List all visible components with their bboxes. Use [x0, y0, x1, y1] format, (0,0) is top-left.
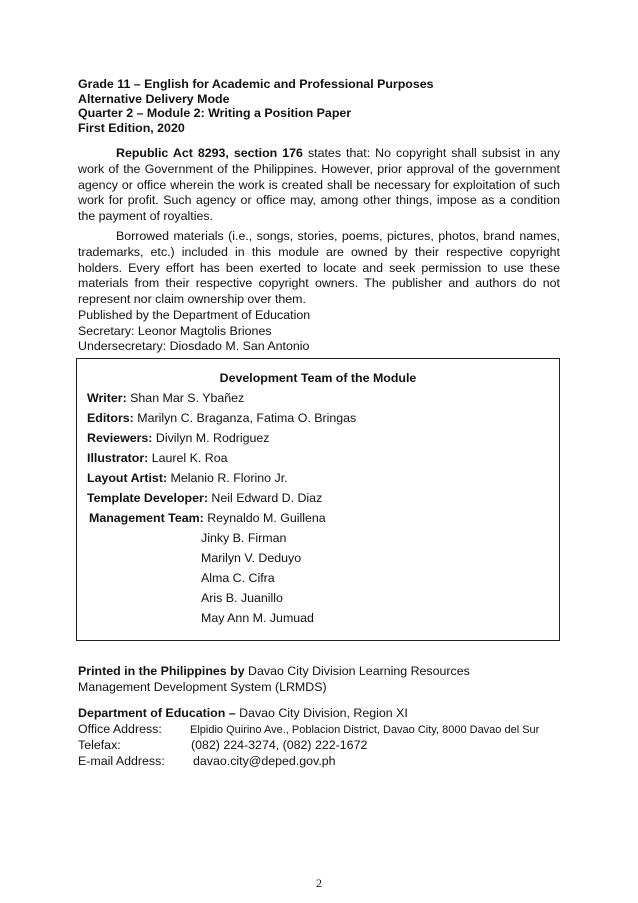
development-team-box	[76, 358, 560, 641]
management-member: May Ann M. Jumuad	[201, 611, 314, 625]
copyright-text: states that: No copyright shall subsist in any work of the Government of the Philippines. However, prior approval of the government agency or office wherein the work is created shall be necessary for exploitation of such work for profit. Such agency or office may, among other things, impose as a condition the payment of royalties.	[78, 146, 560, 224]
telefax-label: Telefax:	[78, 738, 121, 752]
title-block	[78, 77, 434, 135]
management-member: Jinky B. Firman	[201, 531, 287, 545]
published-by: Published by the Department of Education	[78, 308, 311, 322]
borrowed-materials-text: Borrowed materials (i.e., songs, stories, poems, pictures, photos, brand names, trademarks, etc.) included in this module are owned by their respective copyright holders. Every effort has been exerted to locate and seek permission to use these materials from their respective copyright owners. The publisher and authors do not represent nor claim ownership over them.	[78, 229, 560, 307]
deped-contact-block	[78, 705, 540, 769]
layout-artist-line: Layout Artist: Melanio R. Florino Jr.	[87, 471, 288, 485]
illustrator-line: Illustrator: Laurel K. Roa	[87, 451, 228, 465]
publisher-block	[78, 308, 310, 355]
borrowed-materials-paragraph	[78, 229, 560, 308]
management-team-line: Management Team: Reynaldo M. Guillena	[89, 511, 326, 525]
reviewers-line: Reviewers: Divilyn M. Rodriguez	[87, 431, 270, 445]
copyright-paragraph	[78, 146, 560, 225]
team-heading: Development Team of the Module	[219, 371, 417, 385]
printed-by-text: Davao City Division Learning Resources	[244, 664, 470, 678]
republic-act-reference: Republic Act 8293, section 176	[116, 146, 303, 160]
undersecretary: Undersecretary: Diosdado M. San Antonio	[78, 339, 310, 353]
page-number: 2	[316, 876, 322, 890]
office-address-value: Elpidio Quirino Ave., Poblacion District, Davao City, 8000 Davao del Sur	[190, 724, 540, 736]
printed-by-label: Printed in the Philippines by	[78, 664, 245, 678]
delivery-mode: Alternative Delivery Mode	[78, 91, 230, 106]
edition: First Edition, 2020	[78, 120, 185, 135]
email-row	[78, 753, 408, 769]
printed-by-block	[78, 664, 470, 695]
office-address-row	[78, 721, 540, 737]
management-member: Aris B. Juanillo	[201, 591, 283, 605]
writer-line: Writer: Shan Mar S. Ybañez	[87, 391, 245, 405]
email-label: E-mail Address:	[78, 754, 165, 768]
office-address-label: Office Address:	[78, 722, 162, 736]
management-member: Marilyn V. Deduyo	[201, 551, 302, 565]
printed-by-line2: Management Development System (LRMDS)	[78, 679, 327, 694]
editors-line: Editors: Marilyn C. Braganza, Fatima O. Bringas	[87, 411, 357, 425]
module-title: Quarter 2 – Module 2: Writing a Position Paper	[78, 106, 352, 120]
course-title: Grade 11 – English for Academic and Professional Purposes	[78, 77, 434, 91]
secretary: Secretary: Leonor Magtolis Briones	[78, 323, 272, 338]
telefax-value: (082) 224-3274, (082) 222-1672	[191, 738, 368, 752]
telefax-row	[78, 737, 408, 753]
deped-division: Davao City Division, Region XI	[235, 706, 408, 720]
email-value: davao.city@deped.gov.ph	[193, 754, 336, 768]
deped-label: Department of Education –	[78, 706, 236, 720]
management-member: Alma C. Cifra	[201, 571, 275, 585]
template-developer-line: Template Developer: Neil Edward D. Diaz	[87, 491, 323, 505]
